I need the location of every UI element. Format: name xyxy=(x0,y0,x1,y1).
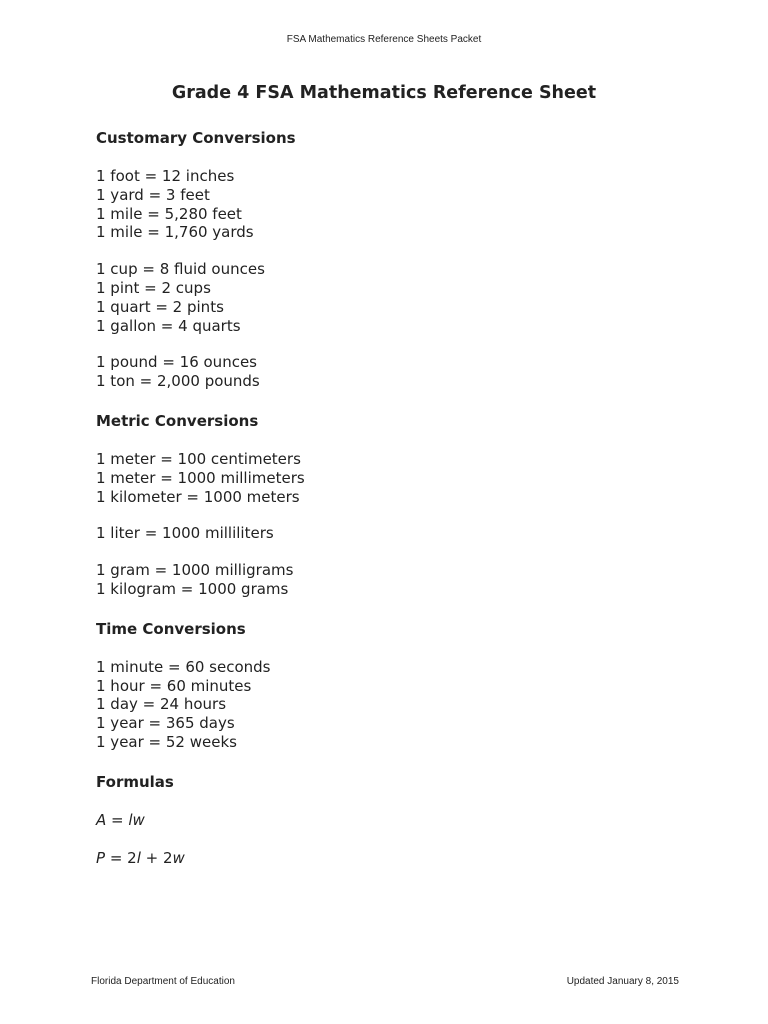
conversion-line: 1 year = 52 weeks xyxy=(96,732,237,751)
conversion-line: 1 day = 24 hours xyxy=(96,695,227,714)
width-variable: w xyxy=(172,848,185,867)
sheet-title: Grade 4 FSA Mathematics Reference Sheet xyxy=(171,83,597,103)
area-variable: A xyxy=(96,810,107,829)
conversion-line: 1 gram = 1000 milligrams xyxy=(96,561,294,580)
reference-content xyxy=(96,126,696,887)
length-variable: l xyxy=(136,848,141,867)
conversion-line: 1 liter = 1000 milliliters xyxy=(96,524,274,543)
footer-updated-date: Updated January 8, 2015 xyxy=(566,976,679,987)
length-conversions-group xyxy=(96,167,696,242)
customary-conversions-heading: Customary Conversions xyxy=(96,129,296,147)
perimeter-formula xyxy=(96,849,696,868)
conversion-line: 1 foot = 12 inches xyxy=(96,167,235,185)
metric-conversions-heading: Metric Conversions xyxy=(96,411,259,430)
formulas-heading: Formulas xyxy=(96,772,174,791)
weight-conversions-group xyxy=(96,353,696,391)
conversion-line: 1 year = 365 days xyxy=(96,714,235,733)
conversion-line: 1 hour = 60 minutes xyxy=(96,676,252,695)
length-width-product: lw xyxy=(128,810,145,829)
conversion-line: 1 ton = 2,000 pounds xyxy=(96,372,260,391)
metric-length-group xyxy=(96,450,696,506)
footer-organization: Florida Department of Education xyxy=(91,976,235,987)
formula-operator: = xyxy=(106,810,129,829)
conversion-line: 1 mile = 1,760 yards xyxy=(96,223,254,242)
conversion-line: 1 meter = 1000 millimeters xyxy=(96,468,305,487)
conversion-line: 1 mile = 5,280 feet xyxy=(96,204,242,223)
conversion-line: 1 kilometer = 1000 meters xyxy=(96,487,300,506)
metric-mass-group xyxy=(96,561,696,599)
conversion-line: 1 pound = 16 ounces xyxy=(96,353,257,372)
metric-volume-group xyxy=(96,524,696,543)
conversion-line: 1 yard = 3 feet xyxy=(96,185,210,204)
conversion-line: 1 minute = 60 seconds xyxy=(96,657,271,676)
formula-operator: = 2 xyxy=(105,848,137,867)
perimeter-variable: P xyxy=(96,848,106,867)
volume-conversions-group xyxy=(96,260,696,335)
conversion-line: 1 pint = 2 cups xyxy=(96,278,211,297)
time-conversions-heading: Time Conversions xyxy=(96,619,246,638)
formula-operator: + 2 xyxy=(140,848,173,867)
area-formula xyxy=(96,811,696,830)
conversion-line: 1 meter = 100 centimeters xyxy=(96,449,301,468)
page-header: FSA Mathematics Reference Sheets Packet xyxy=(286,34,482,45)
time-conversions-group xyxy=(96,658,696,752)
conversion-line: 1 quart = 2 pints xyxy=(96,297,224,316)
conversion-line: 1 gallon = 4 quarts xyxy=(96,316,241,335)
conversion-line: 1 kilogram = 1000 grams xyxy=(96,579,289,598)
conversion-line: 1 cup = 8 fluid ounces xyxy=(96,260,265,279)
